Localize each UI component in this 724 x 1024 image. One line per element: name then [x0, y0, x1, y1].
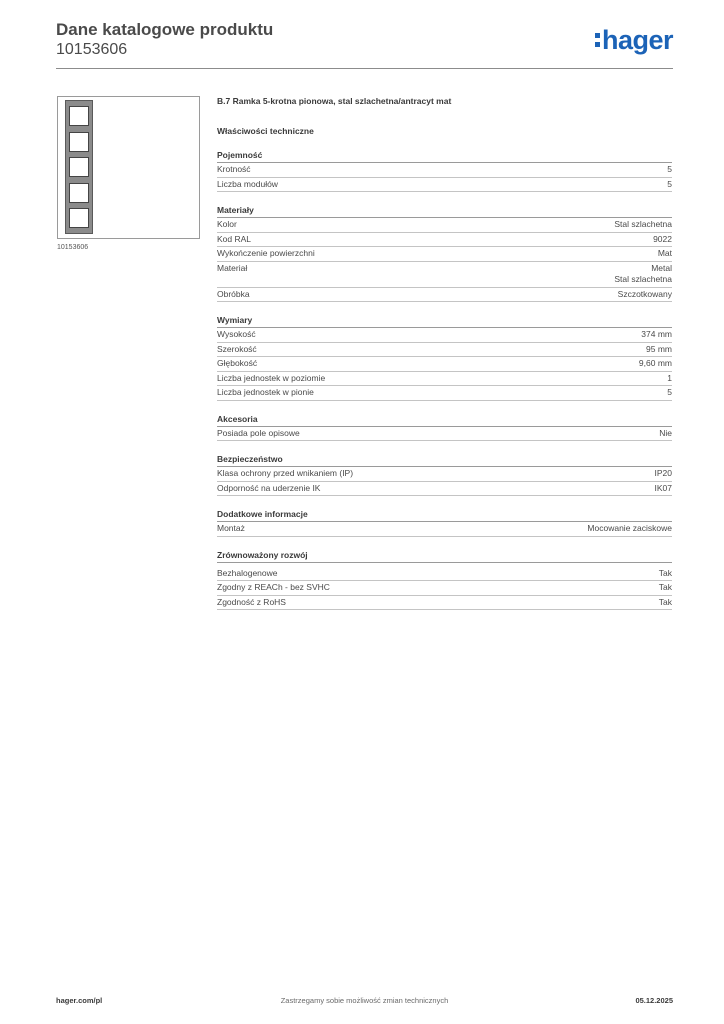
logo-dots-icon — [595, 33, 600, 47]
spec-value-line: Tak — [658, 567, 672, 578]
hager-logo — [595, 26, 673, 54]
section-title: Akcesoria — [217, 414, 672, 427]
spec-value-line: Tak — [658, 596, 672, 607]
spec-row — [217, 178, 672, 193]
spec-row — [217, 596, 672, 611]
spec-value-line: Tak — [658, 582, 672, 592]
spec-value — [655, 468, 673, 480]
spec-value-line: Szczotkowany — [617, 288, 672, 299]
specifications-heading: Właściwości techniczne — [217, 126, 314, 136]
spec-value — [659, 428, 672, 440]
spec-value — [587, 523, 672, 535]
spec-value-line: 95 mm — [646, 343, 672, 354]
spec-label: Głębokość — [217, 358, 258, 368]
product-title: B.7 Ramka 5-krotna pionowa, stal szlachetna/antracyt mat — [217, 96, 452, 106]
spec-section — [217, 454, 672, 496]
header-divider — [56, 68, 673, 69]
spec-row — [217, 288, 672, 303]
spec-label: Klasa ochrony przed wnikaniem (IP) — [217, 468, 354, 478]
spec-value — [659, 568, 672, 580]
spec-value — [614, 263, 672, 286]
spec-label: Kolor — [217, 219, 237, 229]
spec-section — [217, 509, 672, 537]
spec-value-line: IK07 — [654, 482, 672, 493]
spec-label: Bezhalogenowe — [217, 567, 278, 578]
spec-value-line: Stal szlachetna — [614, 274, 672, 284]
spec-value — [646, 344, 672, 356]
spec-value-line: 5 — [667, 387, 672, 397]
product-number: 10153606 — [56, 41, 128, 58]
spec-row — [217, 328, 672, 343]
page-header — [56, 20, 673, 59]
spec-label: Kod RAL — [217, 233, 252, 244]
spec-label: Materiał — [217, 262, 248, 273]
spec-row — [217, 522, 672, 537]
spec-value — [667, 164, 672, 176]
frame-slot — [69, 183, 89, 203]
spec-value-line: IP20 — [654, 468, 672, 478]
spec-label: Odporność na uderzenie IK — [217, 482, 321, 493]
spec-row — [217, 343, 672, 358]
spec-label: Montaż — [217, 523, 245, 533]
spec-row — [217, 357, 672, 372]
spec-label: Liczba jednostek w pionie — [217, 387, 314, 397]
spec-value-line: Metal — [651, 262, 672, 273]
spec-value — [658, 248, 672, 260]
frame-slot — [69, 106, 89, 126]
product-image — [57, 96, 200, 239]
spec-value — [667, 387, 672, 399]
document-title: Dane katalogowe produktu — [56, 20, 274, 39]
spec-row — [217, 386, 672, 401]
spec-label: Krotność — [217, 164, 251, 174]
spec-value — [667, 373, 672, 385]
spec-label: Posiada pole opisowe — [217, 427, 300, 438]
spec-value — [653, 234, 672, 246]
spec-value-line: Mocowanie zaciskowe — [587, 523, 672, 533]
spec-value — [614, 219, 672, 231]
spec-label: Wykończenie powierzchni — [217, 248, 315, 258]
spec-section — [217, 205, 672, 302]
spec-row — [217, 482, 672, 497]
frame-slot — [69, 208, 89, 228]
spec-row — [217, 467, 672, 482]
spec-label: Liczba jednostek w poziomie — [217, 372, 326, 383]
spec-value-line: 9,60 mm — [638, 358, 672, 368]
spec-label: Zgodność z RoHS — [217, 596, 286, 607]
spec-section — [217, 150, 672, 192]
footer-website: hager.com/pl — [56, 996, 103, 1005]
spec-label: Liczba modułów — [217, 178, 278, 189]
logo-text: hager — [601, 25, 673, 55]
spec-label: Obróbka — [217, 288, 250, 299]
product-details — [217, 96, 672, 610]
spec-value — [667, 179, 672, 191]
spec-section — [217, 315, 672, 401]
spec-value — [659, 597, 672, 609]
spec-label: Szerokość — [217, 343, 257, 354]
spec-label: Zgodny z REACh - bez SVHC — [217, 582, 330, 592]
image-caption: 10153606 — [57, 244, 89, 251]
frame-illustration — [65, 100, 93, 234]
frame-slot — [69, 157, 89, 177]
spec-value — [655, 483, 673, 495]
spec-value-line: 1 — [667, 372, 672, 383]
specification-sections — [217, 150, 672, 610]
frame-slot — [69, 132, 89, 152]
spec-value-line: 5 — [667, 178, 672, 189]
spec-row — [217, 567, 672, 582]
footer-date: 05.12.2025 — [635, 996, 673, 1005]
spec-row — [217, 218, 672, 233]
spec-value-line: 9022 — [653, 233, 672, 244]
section-title: Bezpieczeństwo — [217, 454, 672, 467]
spec-value — [618, 289, 672, 301]
spec-row — [217, 581, 672, 596]
spec-value-line: Mat — [657, 248, 672, 258]
spec-section — [217, 550, 672, 611]
spec-section — [217, 414, 672, 442]
spec-value-line: 374 mm — [641, 329, 672, 339]
spec-value — [639, 358, 672, 370]
section-title: Materiały — [217, 205, 672, 218]
spec-row — [217, 163, 672, 178]
spec-value — [659, 582, 672, 594]
spec-row — [217, 427, 672, 442]
spec-row — [217, 372, 672, 387]
spec-row — [217, 233, 672, 248]
spec-row — [217, 247, 672, 262]
spec-value-line: Nie — [659, 427, 672, 438]
spec-row — [217, 262, 672, 288]
section-title: Dodatkowe informacje — [217, 509, 672, 522]
spec-label: Wysokość — [217, 329, 256, 339]
section-title: Wymiary — [217, 315, 672, 328]
spec-value-line: Stal szlachetna — [614, 219, 672, 229]
section-title: Pojemność — [217, 150, 672, 163]
footer-disclaimer: Zastrzegamy sobie możliwość zmian technicznych — [280, 996, 449, 1005]
spec-value — [641, 329, 672, 341]
spec-value-line: 5 — [667, 164, 672, 174]
section-title: Zrównoważony rozwój — [217, 550, 672, 563]
